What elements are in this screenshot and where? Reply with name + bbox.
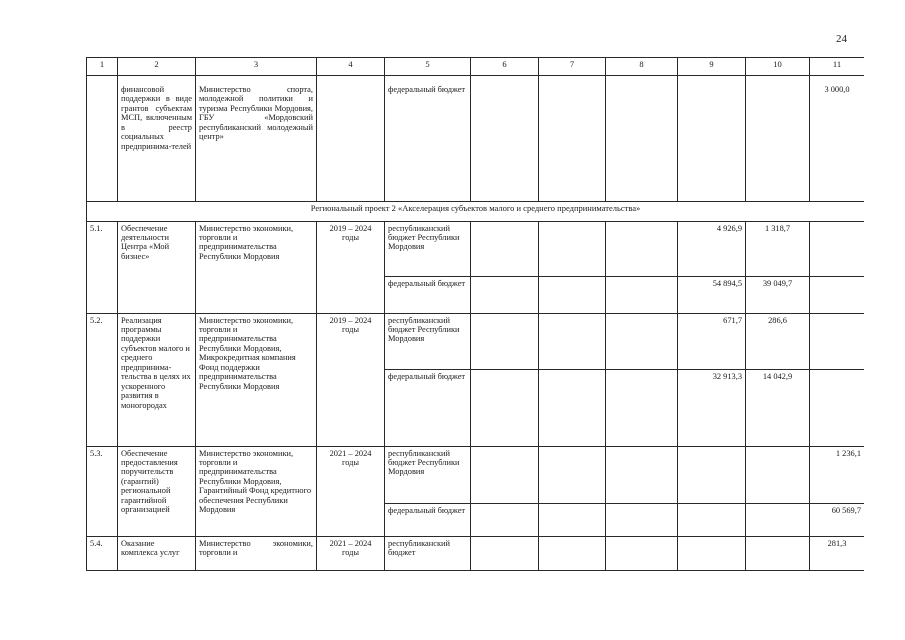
row-number: 5.3.	[87, 446, 118, 536]
value-cell: 54 894,5	[678, 276, 746, 313]
value-cell: 1 318,7	[746, 221, 810, 276]
value-cell: 281,3	[810, 536, 865, 570]
page-number: 24	[836, 33, 847, 45]
header-cell: 2	[118, 58, 196, 76]
header-cell: 6	[471, 58, 539, 76]
value-cell	[810, 221, 865, 276]
table-row	[87, 446, 865, 503]
row-number: 5.1.	[87, 221, 118, 313]
executor-cell: Министерство экономики, торговли и предпринимательства Республики Мордовия, Гарантийный Фонд кредитного обеспечения Республики Мордовия	[196, 446, 317, 536]
table-row	[87, 221, 865, 276]
value-cell	[810, 313, 865, 369]
period-cell: 2019 – 2024 годы	[317, 313, 385, 446]
executor-cell: Министерство спорта, молодежной политики и туризма Республики Мордовия, ГБУ «Мордовский республиканский молодежный центр»	[196, 83, 317, 201]
period-cell: 2021 – 2024 годы	[317, 446, 385, 536]
value-cell: 286,6	[746, 313, 810, 369]
value-cell: 3 000,0	[810, 83, 865, 201]
header-cell: 4	[317, 58, 385, 76]
header-cell: 11	[810, 58, 865, 76]
row-number: 5.2.	[87, 313, 118, 446]
header-cell: 8	[606, 58, 678, 76]
measure-cell: Оказание комплекса услуг	[118, 536, 196, 570]
value-cell	[810, 369, 865, 446]
header-cell: 7	[539, 58, 606, 76]
source-cell: республиканский бюджет Республики Мордовия	[385, 313, 471, 369]
value-cell: 14 042,9	[746, 369, 810, 446]
measure-cell: Реализация программы поддержки субъектов малого и среднего предпринима-тельства в целях их ускоренного развития в моногородах	[118, 313, 196, 446]
row-number: 5.4.	[87, 536, 118, 570]
header-cell: 10	[746, 58, 810, 76]
source-cell: республиканский бюджет Республики Мордовия	[385, 446, 471, 503]
measure-cell: Обеспечение предоставления поручительств (гарантий) региональной гарантийной организацией	[118, 446, 196, 536]
header-row	[87, 58, 865, 76]
num-cell	[87, 83, 118, 201]
source-cell: республиканский бюджет Республики Мордовия	[385, 221, 471, 276]
value-cell	[746, 536, 810, 570]
value-cell	[810, 276, 865, 313]
value-cell	[678, 536, 746, 570]
program-table	[86, 57, 864, 571]
table-row	[87, 313, 865, 369]
section-title: Региональный проект 2 «Акселерация субъектов малого и среднего предпринимательства»	[87, 201, 865, 221]
value-cell: 671,7	[678, 313, 746, 369]
header-cell: 3	[196, 58, 317, 76]
measure-cell: Обеспечение деятельности Центра «Мой бизнес»	[118, 221, 196, 313]
source-cell: федеральный бюджет	[385, 369, 471, 446]
source-cell: федеральный бюджет	[385, 83, 471, 201]
period-cell: 2019 – 2024 годы	[317, 221, 385, 313]
section-row	[87, 201, 865, 221]
value-cell: 32 913,3	[678, 369, 746, 446]
executor-cell: Министерство экономики, торговли и предпринимательства Республики Мордовия, Микрокредитная компания Фонд поддержки предпринимательства Республики Мордовия	[196, 313, 317, 446]
document-table-frame	[86, 57, 864, 573]
source-cell: республиканский бюджет	[385, 536, 471, 570]
table-row	[87, 83, 865, 201]
executor-cell: Министерство экономики, торговли и предпринимательства Республики Мордовия	[196, 221, 317, 313]
spacer-row	[87, 76, 865, 84]
table-row	[87, 536, 865, 570]
executor-cell: Министерство экономики, торговли и	[196, 536, 317, 570]
measure-cell: финансовой поддержки в виде грантов субъектам МСП, включенным в реестр социальных предпринима-телей	[118, 83, 196, 201]
header-cell: 1	[87, 58, 118, 76]
period-cell	[317, 83, 385, 201]
header-cell: 5	[385, 58, 471, 76]
value-cell	[678, 446, 746, 503]
value-cell: 4 926,9	[678, 221, 746, 276]
header-cell: 9	[678, 58, 746, 76]
value-cell	[746, 503, 810, 536]
value-cell: 60 569,7	[810, 503, 865, 536]
value-cell	[678, 503, 746, 536]
source-cell: федеральный бюджет	[385, 276, 471, 313]
value-cell	[746, 446, 810, 503]
value-cell: 1 236,1	[810, 446, 865, 503]
value-cell: 39 049,7	[746, 276, 810, 313]
period-cell: 2021 – 2024 годы	[317, 536, 385, 570]
source-cell: федеральный бюджет	[385, 503, 471, 536]
